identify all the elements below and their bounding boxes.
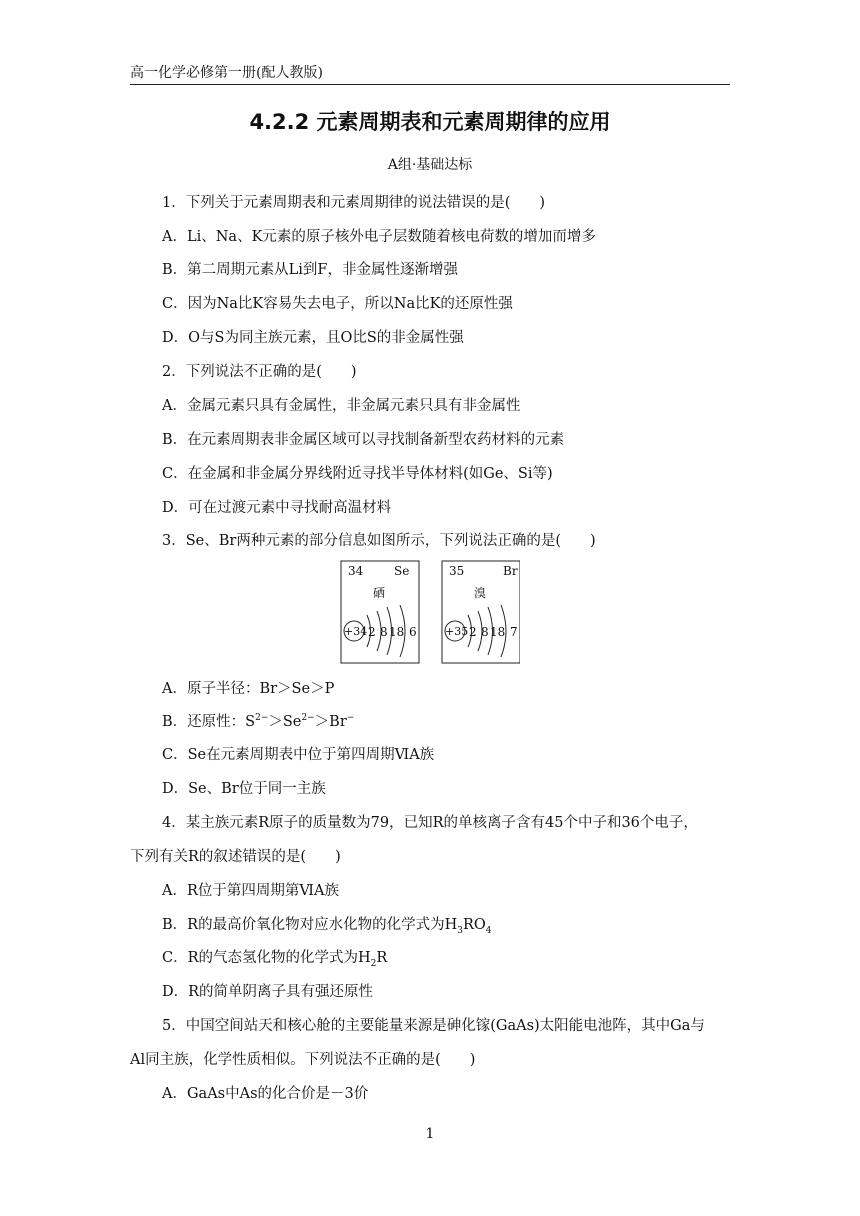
- option-4d: D．R的简单阴离子具有强还原性: [162, 984, 374, 1000]
- se-nucleus-charge: +34: [344, 625, 368, 638]
- option-3b-text-2: ＞Se: [268, 714, 302, 730]
- element-info-figure: [340, 560, 520, 664]
- question-4-line-2: 下列有关R的叙述错误的是( ): [130, 849, 341, 865]
- option-4c-sub: 2: [370, 958, 377, 969]
- br-symbol: Br: [503, 564, 518, 578]
- question-5-line-2: Al同主族，化学性质相似。下列说法不正确的是( ): [130, 1052, 476, 1068]
- se-shell-3: 18: [389, 625, 405, 639]
- se-name: 硒: [373, 586, 386, 600]
- option-4b-sub-1: 3: [457, 925, 463, 936]
- question-4-line-1: 4．某主族元素R原子的质量数为79，已知R的单核离子含有45个中子和36个电子，: [162, 815, 698, 831]
- br-nucleus-charge: +35: [445, 625, 469, 638]
- page-number: 1: [425, 1126, 435, 1142]
- option-4b: [162, 913, 492, 936]
- option-3b-sup-1: 2−: [255, 713, 269, 724]
- option-4b-text-1: B．R的最高价氧化物对应水化物的化学式为H: [162, 917, 458, 933]
- br-shell-2: 8: [481, 625, 489, 639]
- br-name: 溴: [474, 586, 487, 600]
- se-shell-2: 8: [380, 625, 388, 639]
- option-1c: C．因为Na比K容易失去电子，所以Na比K的还原性强: [162, 296, 513, 312]
- option-3b-text-3: ＞Br: [314, 714, 347, 730]
- br-shell-4: 7: [510, 625, 518, 639]
- option-3b: [162, 710, 354, 731]
- option-1d: D．O与S为同主族元素，且O比S的非金属性强: [162, 330, 464, 346]
- option-3b-sup-3: −: [346, 713, 355, 724]
- option-4c-text-2: R: [376, 950, 388, 966]
- running-header: 高一化学必修第一册(配人教版): [130, 65, 323, 81]
- option-4c-text-1: C．R的气态氢化物的化学式为H: [162, 950, 371, 966]
- br-shell-1: 2: [469, 625, 477, 639]
- option-5a: A．GaAs中As的化合价是－3价: [162, 1086, 369, 1102]
- option-3c: C．Se在元素周期表中位于第四周期ⅥA族: [162, 747, 435, 763]
- option-2d: D．可在过渡元素中寻找耐高温材料: [162, 500, 392, 516]
- se-shell-4: 6: [409, 625, 417, 639]
- question-2: 2．下列说法不正确的是( ): [162, 364, 357, 380]
- option-3a: A．原子半径：Br＞Se＞P: [162, 681, 335, 697]
- option-3b-text-1: B．还原性：S: [162, 714, 256, 730]
- se-shell-1: 2: [368, 625, 376, 639]
- br-atomic-number: 35: [449, 564, 465, 578]
- option-1b: B．第二周期元素从Li到F，非金属性逐渐增强: [162, 262, 458, 278]
- section-heading: A组·基础达标: [387, 157, 473, 173]
- option-4b-sub-2: 4: [485, 925, 492, 936]
- option-4b-text-2: RO: [462, 917, 486, 933]
- se-element-card: [341, 561, 419, 663]
- option-2b: B．在元素周期表非金属区域可以寻找制备新型农药材料的元素: [162, 432, 565, 448]
- option-2a: A．金属元素只具有金属性，非金属元素只具有非金属性: [162, 398, 521, 414]
- question-3: 3．Se、Br两种元素的部分信息如图所示，下列说法正确的是( ): [162, 533, 596, 549]
- se-atomic-number: 34: [348, 564, 364, 578]
- br-element-card: [442, 561, 520, 663]
- header-rule: [130, 84, 730, 85]
- page-title: 4.2.2 元素周期表和元素周期律的应用: [249, 110, 611, 134]
- question-1: 1．下列关于元素周期表和元素周期律的说法错误的是( ): [162, 195, 546, 211]
- option-4a: A．R位于第四周期第ⅥA族: [162, 883, 339, 899]
- se-symbol: Se: [394, 564, 410, 578]
- option-3b-sup-2: 2−: [301, 713, 315, 724]
- option-4c: [162, 946, 387, 969]
- option-3d: D．Se、Br位于同一主族: [162, 781, 326, 797]
- option-2c: C．在金属和非金属分界线附近寻找半导体材料(如Ge、Si等): [162, 466, 553, 482]
- option-1a: A．Li、Na、K元素的原子核外电子层数随着核电荷数的增加而增多: [162, 229, 596, 245]
- br-shell-3: 18: [490, 625, 506, 639]
- question-5-line-1: 5．中国空间站天和核心舱的主要能量来源是砷化镓(GaAs)太阳能电池阵，其中Ga与: [162, 1018, 705, 1034]
